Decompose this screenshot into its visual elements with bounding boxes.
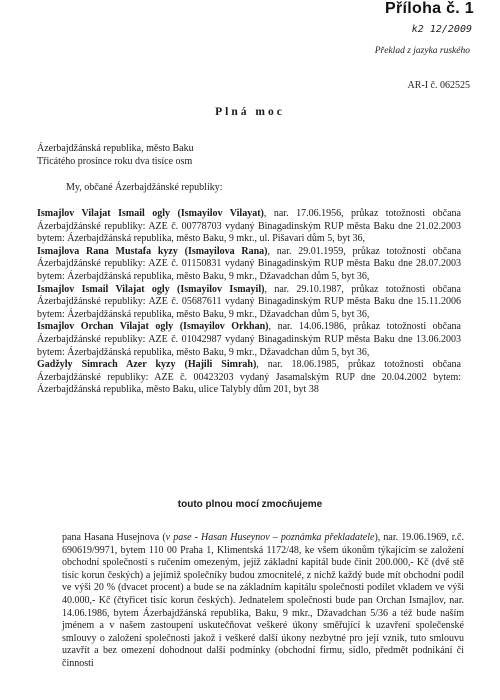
- date-line: Třicátého prosince roku dva tisíce osm: [37, 156, 193, 167]
- grantor-details: , nar. 17.06.1956, průkaz totožnosti občana Ázerbajdžánské republiky: AZE č. 00778703 vydaný Binagadinským RUP města Baku dne 21.02.2003 bytem: Ázerbajdžánská republika, město Baku, 9 mkr., ul. Pišavari dům 5, byt 36,: [37, 208, 461, 245]
- power-of-attorney-heading: touto plnou mocí zmocňujeme: [177, 499, 323, 510]
- grantor-name: Ismajlov Ismail Vilajat ogly (Ismayilov Ismayil): [37, 283, 265, 295]
- grantor-entry: [37, 246, 461, 284]
- grantor-entry: [37, 321, 461, 359]
- document-title: Plná moc: [215, 106, 285, 118]
- grantor-entry: [37, 208, 461, 246]
- grantor-entry: [37, 359, 461, 397]
- grantor-name: Gadžyly Simrach Azer kyzy (Hajili Simrah): [37, 359, 257, 371]
- intro-text: My, občané Ázerbajdžánské republiky:: [66, 182, 223, 193]
- grantor-details: , nar. 18.06.1985, průkaz totožnosti občana Ázerbajdžánské republiky: AZE č. 00423203 vydaný Jasamalským RUP dne 20.04.2002 bytem: Ázerbajdžánská republika, město Baku, ulice Talybly dům 201, byt 38: [37, 359, 461, 396]
- place-and-date: [37, 142, 194, 168]
- grantor-details: , nar. 14.06.1986, průkaz totožnosti občana Ázerbajdžánské republiky: AZE č. 01042987 vydaný Binagadinským RUP města Baku dne 13.06.2003 bytem: Ázerbajdžánská republika, město Baku, 9 mkr., Džavadchan dům 5, byt 36,: [37, 321, 461, 358]
- grantor-name: Ismajlov Vilajat Ismail ogly (Ismayilov Vilayat): [37, 208, 264, 219]
- translator-note: v pase - Hasan Huseynov – poznámka překladatele: [165, 532, 375, 543]
- reference-number: AR-I č. 062525: [407, 80, 470, 91]
- grantor-details: , nar. 29.10.1987, průkaz totožnosti občana Ázerbajdžánské republiky: AZE č. 05687611 vydaný Binagadinským RUP města Baku dne 15.11.2006 bytem: Ázerbajdžánská republika, město Baku, 9 mkr., Džavadchan dům 5, byt 36,: [37, 283, 461, 320]
- translation-note: Překlad z jazyka ruského: [374, 46, 470, 56]
- authorization-body: [62, 532, 464, 671]
- attachment-stamp: Příloha č. 1: [385, 0, 474, 17]
- place-line: Ázerbajdžánská republika, město Baku: [37, 143, 194, 154]
- grantors-list: [37, 208, 461, 397]
- body-text-part: ), nar. 19.06.1969, r.č. 690619/9971, bytem 110 00 Praha 1, Klimentská 1172/48, ke všem úkonům týkajícím se založení obchodní společnosti s ručením omezeným, jejíž základní kapitál bude činit 200.000,- Kč (dvě stě tisíc korun českých) a jejímiž společníky budou zmocnitelé, z nichž každý bude mít obchodní podíl ve výši 20 % (dvacet procent) a bude se na základním kapitálu společnosti podílet vkladem ve výši 40.000,- Kč (čtyřicet tisíc korun českých). Jednatelem společnosti bude pan Orchan Ismajlov, nar. 14.06.1986, bytem Ázerbajdžánská republika, Baku, 9 mkr., Džavadchan 5/36 a též bude naším jménem a v našem zastoupení uskutečňovat veškeré úkony směřující k uzavření společenské smlouvy o založení společnosti jakož i veškeré další úkony nezbytné pro její vznik, tuto smlouvu uzavřít a bez omezení dohodnout další podmínky (obchodní firmu, sídlo, předmět podnikání či činnosti: [62, 532, 464, 669]
- grantor-details: , nar. 29.01.1959, průkaz totožnosti občana Ázerbajdžánské republiky: AZE č. 01150831 vydaný Binagadinským RUP města Baku dne 28.07.2003 bytem: Ázerbajdžánská republika, město Baku, 9 mkr., Džavadchan dům 5, byt 36,: [37, 245, 462, 282]
- handwritten-note: k2 12/2009: [411, 24, 472, 35]
- grantor-name: Ismajlov Orchan Vilajat ogly (Ismayilov Orkhan): [37, 321, 269, 333]
- grantor-name: Ismajlova Rana Mustafa kyzy (Ismayilova Rana): [37, 245, 268, 257]
- grantor-entry: [37, 284, 461, 322]
- body-text-part: pana Hasana Husejnova (: [62, 532, 166, 543]
